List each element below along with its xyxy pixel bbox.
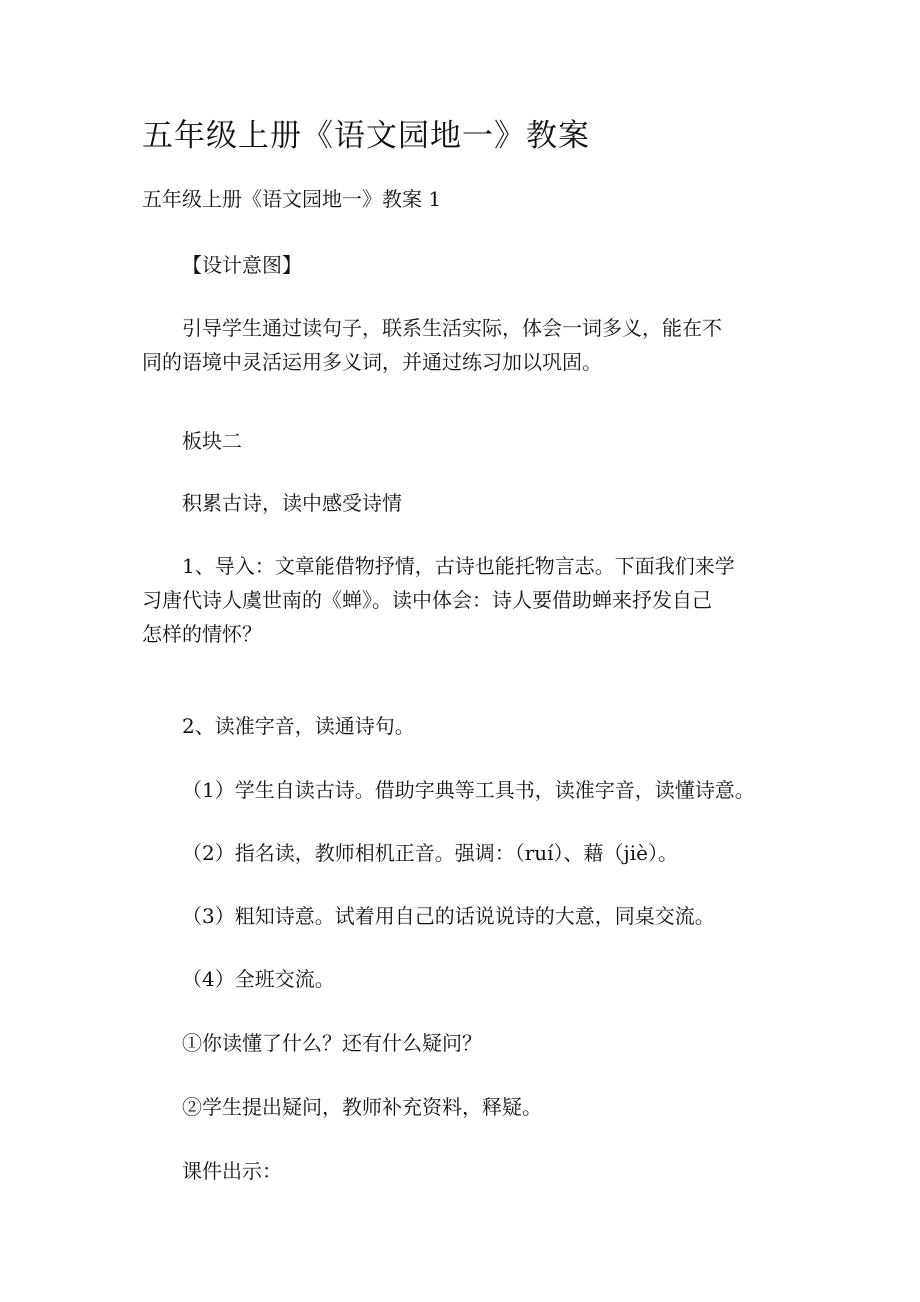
step1-line-1: 1、导入：文章能借物抒情，古诗也能托物言志。下面我们来学 (182, 554, 735, 578)
circle-item-1: ①你读懂了什么？还有什么疑问？ (182, 1031, 482, 1055)
block-heading: 板块二 (182, 429, 242, 453)
step1-paragraph (142, 549, 802, 651)
substep-3: （3）粗知诗意。试着用自己的话说说诗的大意，同桌交流。 (182, 904, 715, 928)
design-line-1: 引导学生通过读句子，联系生活实际，体会一词多义，能在不 (182, 316, 722, 340)
step2-text: 2、读准字音，读通诗句。 (182, 714, 415, 738)
substep-4: （4）全班交流。 (182, 967, 335, 991)
step1-line-3: 怎样的情怀？ (142, 622, 262, 646)
design-line-2: 同的语境中灵活运用多义词，并通过练习加以巩固。 (142, 350, 602, 374)
document-title: 五年级上册《语文园地一》教案 (142, 118, 590, 154)
circle-item-2: ②学生提出疑问，教师补充资料，释疑。 (182, 1095, 542, 1119)
design-heading: 【设计意图】 (182, 253, 302, 277)
substep-1: （1）学生自读古诗。借助字典等工具书，读准字音，读懂诗意。 (182, 778, 755, 802)
design-paragraph (142, 311, 802, 379)
document-subtitle: 五年级上册《语文园地一》教案 1 (142, 187, 442, 211)
substep-2: （2）指名读，教师相机正音。强调：（ruí）、藉（jiè）。 (182, 841, 678, 865)
block-subheading: 积累古诗，读中感受诗情 (182, 491, 402, 515)
courseware-label: 课件出示： (182, 1159, 282, 1183)
step1-line-2: 习唐代诗人虞世南的《蝉》。读中体会：诗人要借助蝉来抒发自己 (142, 588, 712, 612)
